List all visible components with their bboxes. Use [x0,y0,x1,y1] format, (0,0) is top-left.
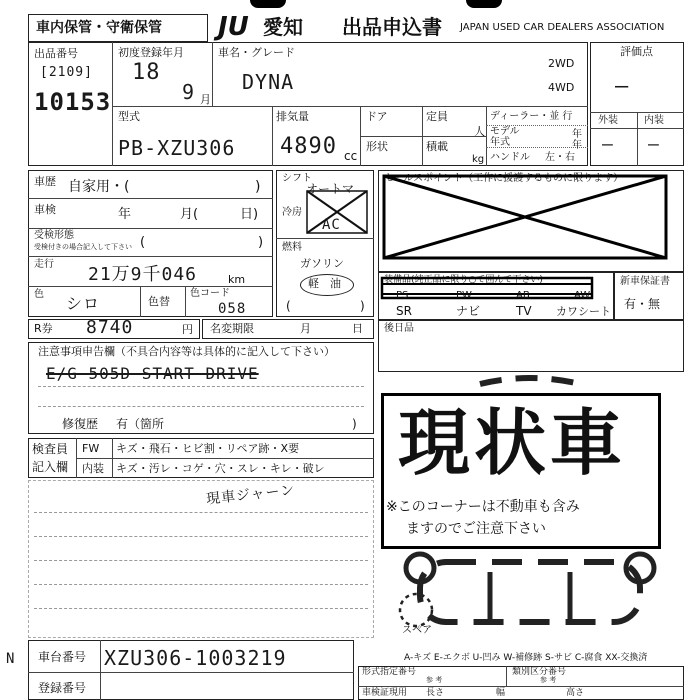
name-change-day: 日 [352,322,363,335]
designation-ref: 参 考 [426,676,443,684]
car-name-label: 車名・グレード [218,46,295,59]
cooling-cross-out [306,190,368,234]
inspection-month: 月( [180,207,199,222]
category-ref: 参 考 [540,676,557,684]
name-change-month: 月 [300,322,311,335]
entry-number: 10153 [34,88,112,116]
aftermarket-box [378,320,684,372]
sales-point-cross-out [380,172,682,270]
shift-value: オートマ [306,182,355,196]
load-label: 積載 [426,140,448,153]
registration-year: 18 [132,60,161,85]
year-label: 年式 [490,137,510,148]
side-mark: N [6,651,16,667]
recycle-unit: 円 [182,323,193,336]
displacement-unit: cc [344,149,358,163]
fuel-gasoline: ガソリン [300,257,344,270]
spare-label: スペア [402,625,432,636]
fuel-diesel: 軽 油 [308,277,341,290]
year-unit: 年 [572,140,582,151]
inspector-interior-label: 内装 [82,462,104,475]
equipment-leather: カワシート [556,305,611,318]
entry-number-label: 出品番号 [34,47,78,60]
inspector-interior-text: キズ・汚レ・コゲ・穴・スレ・キレ・破レ [116,462,325,475]
displacement-label: 排気量 [276,110,309,123]
chassis-label: 車台番号 [38,650,87,664]
capacity-unit: 人 [474,125,485,138]
acceptance-note: 受検付きの場合記入して下さい [34,243,132,251]
name-change-label: 名変期限 [210,322,254,335]
equipment-top-ps: PS [396,290,409,301]
inspection-day: 日) [240,207,259,222]
model-value: PB-XZU306 [118,136,236,160]
punch-hole-left [250,0,286,8]
equipment-top-ab: AB [516,290,530,301]
storage-label: 車内保管・守衛保管 [36,20,162,36]
inspector-fw-text: キズ・飛石・ヒビ割・リペア跡・X要 [116,442,300,455]
model-year-label: モデル [490,126,520,137]
free-write-area [28,480,374,638]
equipment-top-aw: AW [574,290,591,301]
ju-logo: JU [218,12,249,42]
designation-label: 形式指定番号 [362,667,417,677]
drive-4wd: 4WD [548,81,575,94]
form-title: 出品申込書 [342,15,442,39]
as-is-stamp-title: 現状車 [398,400,627,485]
handle-options: 左・右 [545,152,575,163]
entry-code: [2109] [40,65,93,80]
model-year-unit: 年 [572,129,582,140]
capacity-label: 定員 [426,110,448,123]
mileage-value: 21万9千046 [88,264,198,285]
recycle-label: R券 [34,322,53,335]
equipment-sr: SR [396,304,412,318]
load-unit: kg [472,154,485,165]
inspection-label: 車検 [34,203,56,216]
category-label: 類別区分番号 [512,667,567,677]
handle-label: ハンドル [490,152,530,163]
repair-label: 修復歴 [62,417,99,431]
inspection-cert-label: 車検証現用 [362,688,408,698]
acceptance-label: 受検形態 [34,230,74,241]
repair-value: 有（箇所 [116,417,165,431]
aftermarket-label: 後日品 [384,323,414,334]
form-title-en: JAPAN USED CAR DEALERS ASSOCIATION [460,22,665,33]
door-label: ドア [366,110,388,123]
inspector-label-2: 記入欄 [32,460,69,474]
fuel-close: ) [360,299,365,313]
length-label: 長さ [426,688,445,698]
evaluation-label: 評価点 [620,45,653,58]
color-change-label: 色替 [148,295,170,308]
fuel-open: ( [286,299,291,313]
interior-label: 内装 [644,115,664,126]
shift-label: シフト [282,173,312,184]
registration-label: 初度登録年月 [118,46,184,59]
interior-value: — [648,134,660,155]
chassis-value: XZU306-1003219 [104,646,287,670]
exterior-label: 外装 [598,115,618,126]
damage-legend: A-キズ E-エクボ U-凹み W-補修跡 S-サビ C-腐食 XX-交換済 [404,653,648,663]
equipment-top-pw: PW [456,290,472,301]
acceptance-close: ) [258,235,264,250]
usage-value: 自家用・( [68,179,130,195]
width-label: 幅 [496,688,506,698]
registration-month-unit: 月 [200,93,211,106]
org-name: 愛知 [263,15,303,39]
punch-hole-mid [466,0,502,8]
evaluation-score: — [615,74,630,99]
as-is-stamp-note-2: ますのでご注意下さい [406,521,546,537]
registration-month: 9 [182,80,196,104]
repair-close: ) [352,417,357,431]
mileage-unit: km [228,273,246,286]
height-label: 高さ [566,688,585,698]
inspector-label-1: 検査員 [32,442,69,456]
as-is-stamp-note-1: ※このコーナーは不動車も含み [386,499,580,515]
cooling-label: 冷房 [282,207,302,218]
usage-close: ) [255,179,261,195]
fuel-label: 燃料 [282,242,302,253]
acceptance-open: ( [140,235,146,250]
color-value: シロ [66,294,101,313]
inspection-year: 年 [118,207,132,222]
warranty-label: 新車保証書 [620,276,670,287]
equipment-tv: TV [516,304,532,318]
warranty-value: 有・無 [624,297,661,311]
equipment-navi: ナビ [456,304,481,318]
color-label: 色 [34,289,44,300]
inspector-handwritten: 現車ジャーン [205,482,297,508]
color-code-label: 色コード [190,288,230,299]
inspector-fw-label: FW [82,442,100,455]
car-name-value: DYNA [242,70,295,94]
notes-struck-text: E/G 505D-START DRIVE [46,364,259,383]
drive-2wd: 2WD [548,57,575,70]
equipment-label: 装備品(純正品に限り○で囲んで下さい) [384,275,543,285]
cooling-value: AC [322,217,341,233]
exterior-value: — [602,134,614,155]
reg-number-label: 登録番号 [38,681,87,695]
sales-point-label: セールスポイント（工作に援護するものに限ります） [384,173,624,184]
usage-label: 車歴 [34,175,56,188]
color-code-value: 058 [218,301,247,317]
dealer-label: ディーラー・並 行 [490,111,573,122]
mileage-label: 走行 [34,259,54,270]
shape-label: 形状 [366,140,388,153]
model-label: 型式 [118,110,140,123]
displacement-value: 4890 [280,134,337,159]
recycle-value: 8740 [86,317,134,338]
notes-label: 注意事項申告欄（不具合内容等は具体的に記入して下さい） [38,345,335,358]
